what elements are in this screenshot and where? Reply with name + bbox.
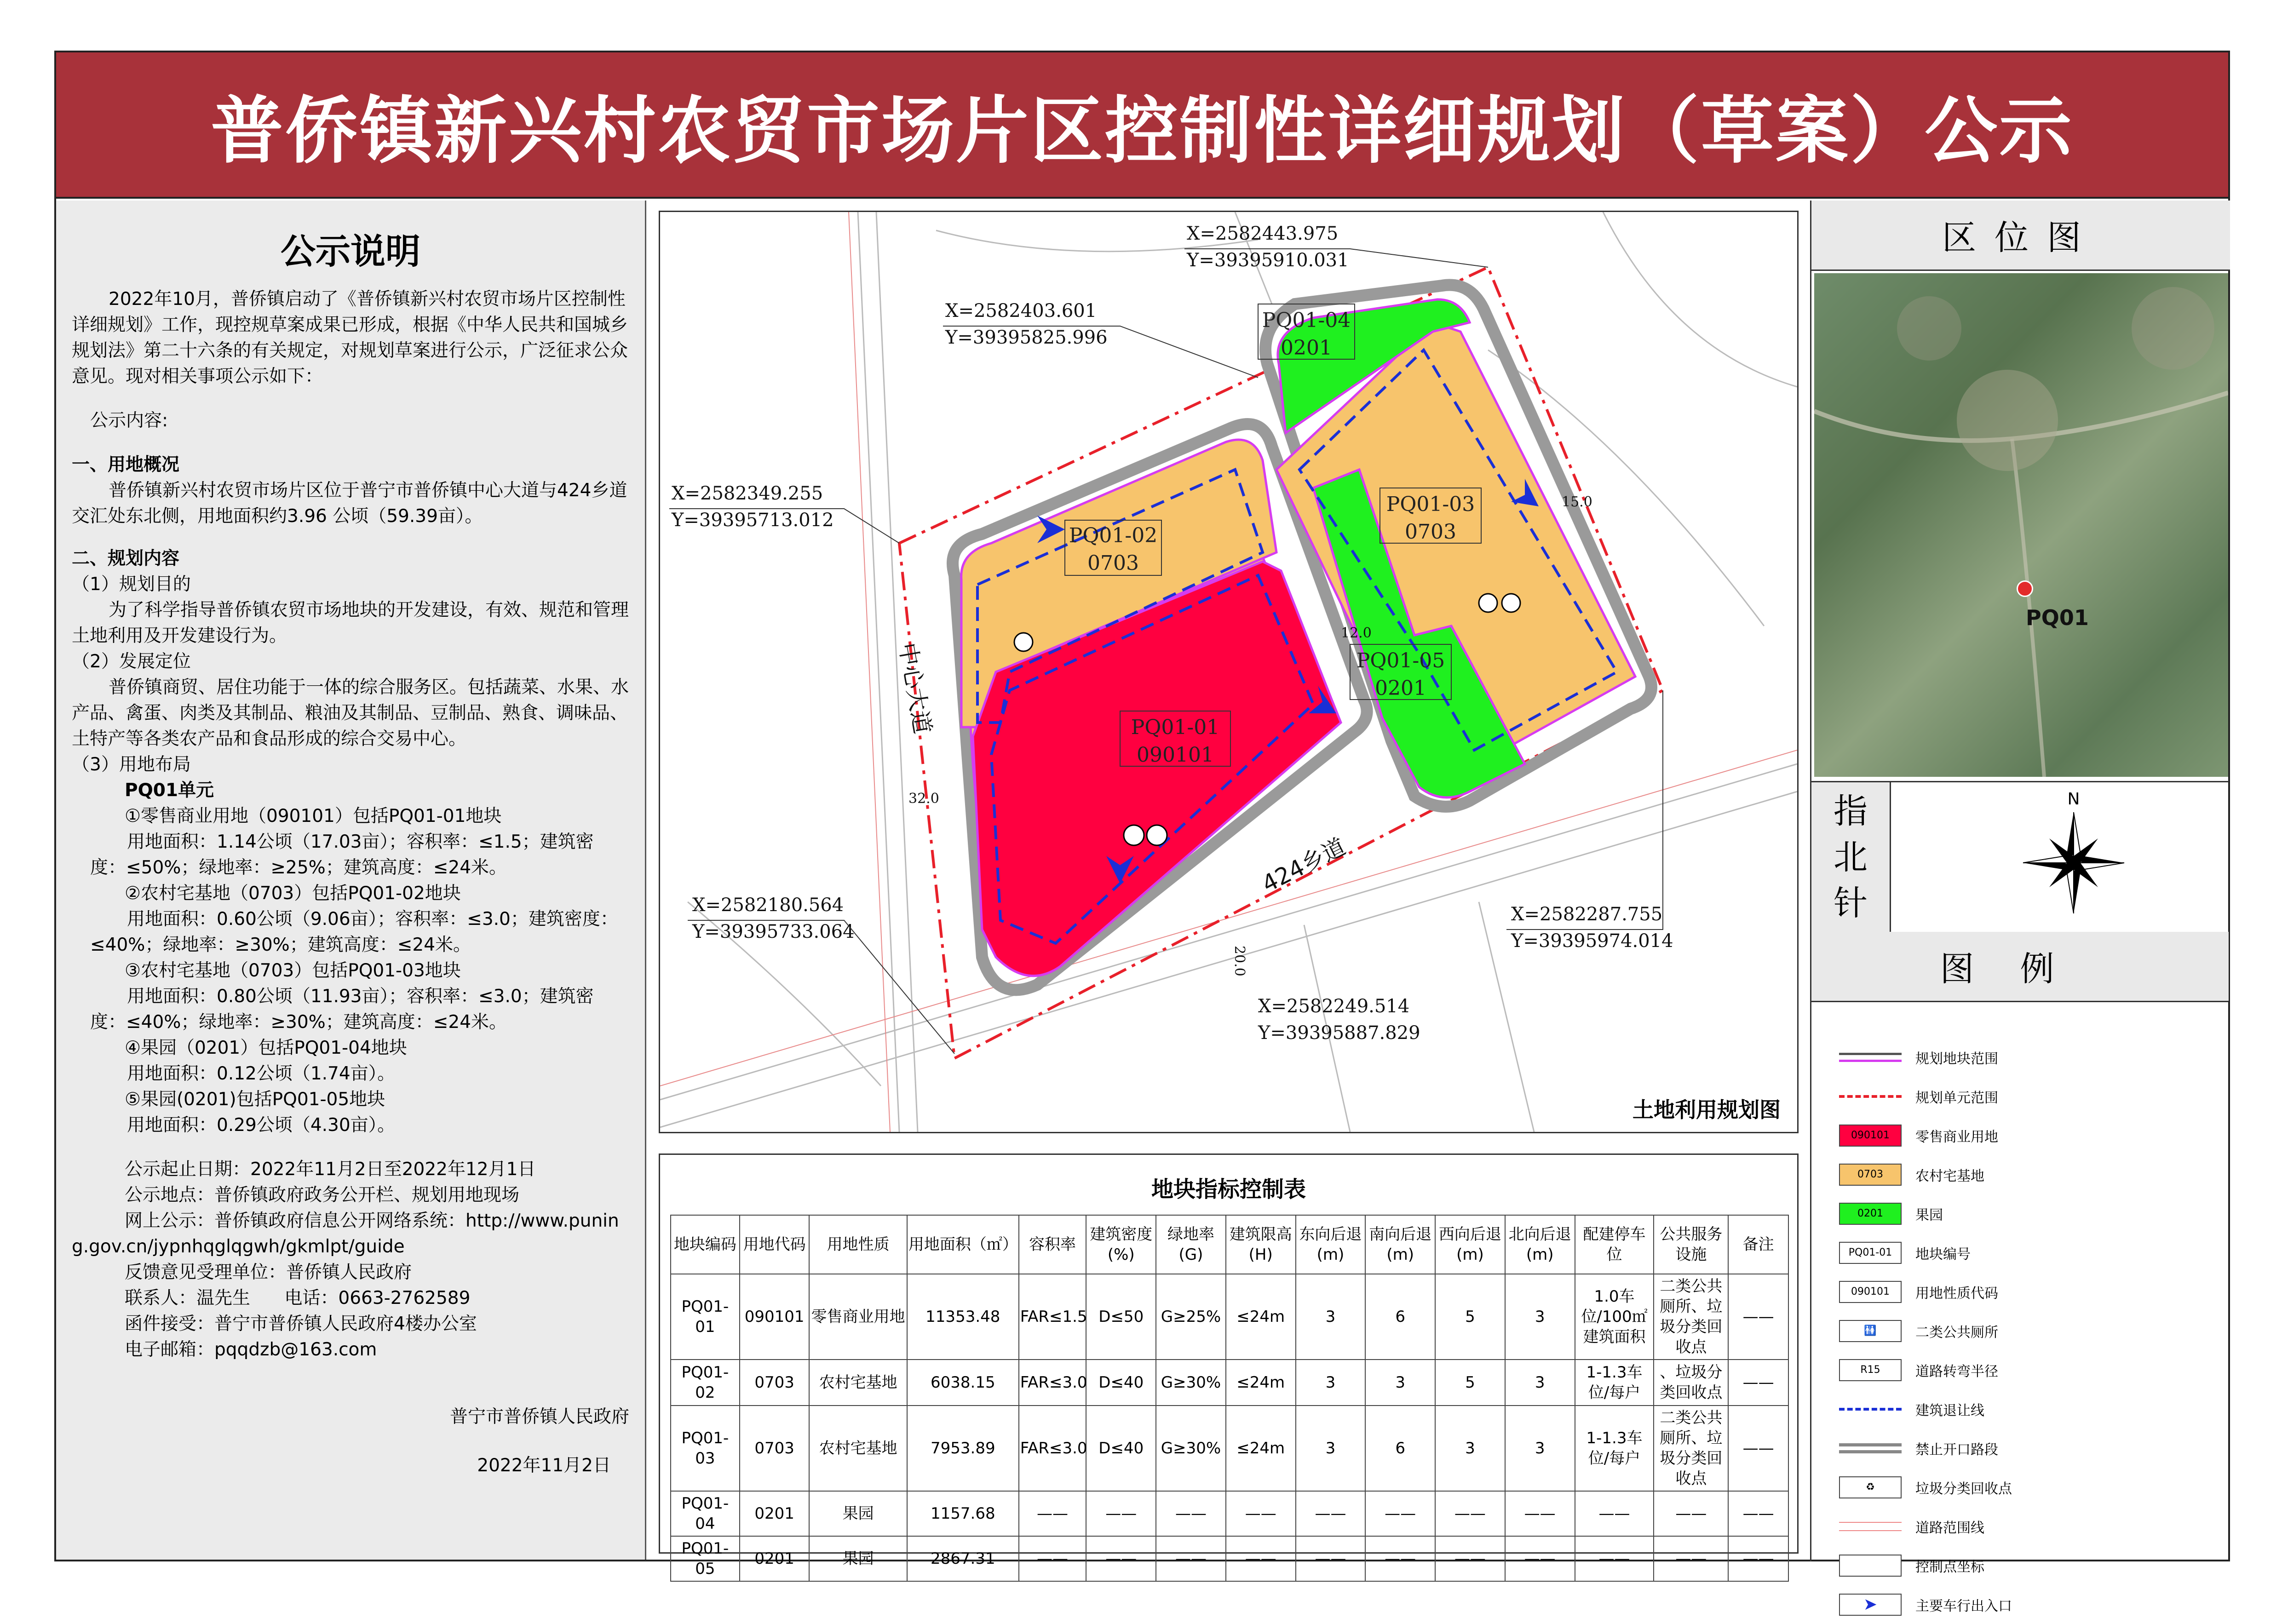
road-name-424: 424乡道 — [1258, 833, 1350, 898]
legend-item — [1839, 1233, 2225, 1272]
table-header-cell: 公共服务设施 — [1654, 1215, 1728, 1274]
location-marker-label: PQ01 — [2026, 605, 2089, 630]
table-cell: 3 — [1505, 1406, 1575, 1491]
north-arrow-box — [1811, 781, 2229, 933]
parcel-code-pq01-03: 0703 — [1405, 520, 1456, 544]
table-cell: —— — [1575, 1491, 1654, 1536]
notice-online: 网上公示：普侨镇政府信息公开网络系统：http://www.puning.gov.cn/jypnhqglqgwh/gkmlpt/guide — [72, 1211, 619, 1257]
table-header-cell: 用地代码 — [740, 1215, 810, 1274]
table-cell: 6 — [1365, 1274, 1435, 1360]
coord-2-x: X=2582403.601 — [945, 300, 1097, 321]
coord-5-x: X=2582287.755 — [1511, 904, 1663, 925]
page-title: 普侨镇新兴村农贸市场片区控制性详细规划（草案）公示 — [211, 88, 2074, 173]
legend-swatch: 090101 — [1839, 1125, 1902, 1147]
legend-item — [1839, 1507, 2225, 1546]
purpose-text: 为了科学指导普侨镇农贸市场地块的开发建设，有效、规范和管理土地利用及开发建设行为。 — [72, 600, 629, 646]
table-cell: FAR≤3.0 — [1019, 1360, 1086, 1406]
legend-item — [1839, 1429, 2225, 1468]
table-cell: PQ01-01 — [671, 1274, 740, 1360]
table-cell: 0201 — [740, 1491, 810, 1536]
legend-label: 用地性质代码 — [1915, 1285, 1998, 1302]
table-header-cell: 南向后退(m) — [1365, 1215, 1435, 1274]
table-cell: 7953.89 — [907, 1406, 1019, 1491]
table-cell: 0703 — [740, 1406, 810, 1491]
legend-swatch — [1839, 1408, 1902, 1411]
table-cell: D≤40 — [1086, 1406, 1156, 1491]
table-cell: G≥30% — [1156, 1360, 1226, 1406]
table-cell: —— — [1505, 1491, 1575, 1536]
table-cell: 3 — [1435, 1406, 1505, 1491]
table-row — [671, 1360, 1788, 1406]
land-use-list — [72, 803, 629, 1138]
unit-title: PQ01单元 — [125, 780, 214, 801]
table-cell: G≥30% — [1156, 1406, 1226, 1491]
table-cell: —— — [1728, 1491, 1788, 1536]
dim-15: 15.0 — [1562, 494, 1592, 510]
road-name-center: 中心大道 — [894, 641, 937, 736]
coord-4-y: Y=39395733.064 — [692, 921, 855, 942]
toilet-icon — [1479, 594, 1497, 612]
notice-period: 公示起止日期：2022年11月2日至2022年12月1日 — [125, 1159, 536, 1180]
table-header-cell: 建筑密度(%) — [1086, 1215, 1156, 1274]
table-cell: FAR≤1.5 — [1019, 1274, 1086, 1360]
recycle-bin-icon — [1502, 594, 1520, 612]
north-char-2: 北 — [1834, 837, 1868, 877]
parcel-code-pq01-02: 0703 — [1087, 551, 1139, 575]
section-2-title: 二、规划内容 — [72, 548, 180, 569]
north-char-3: 针 — [1834, 883, 1868, 923]
control-table — [670, 1215, 1789, 1582]
legend-swatch: PQ01-01 — [1839, 1242, 1902, 1264]
legend-swatch: R15 — [1839, 1359, 1902, 1381]
coord-3-x: X=2582349.255 — [672, 483, 823, 504]
dim-20: 20.0 — [1231, 946, 1247, 976]
table-cell: 3 — [1296, 1360, 1366, 1406]
legend-label: 垃圾分类回收点 — [1915, 1481, 2012, 1497]
dim-12: 12.0 — [1341, 625, 1372, 641]
table-cell: —— — [1296, 1536, 1366, 1581]
legend-swatch — [1839, 1555, 1902, 1577]
legend-item — [1839, 1155, 2225, 1194]
table-header-cell: 地块编码 — [671, 1215, 740, 1274]
notice-heading: 公示说明 — [281, 231, 420, 272]
coord-1-y: Y=39395910.031 — [1187, 250, 1349, 271]
land-use-item-body: 用地面积：0.29公顷（4.30亩）。 — [127, 1115, 396, 1136]
table-cell: 5 — [1435, 1274, 1505, 1360]
location-heading: 区位图 — [1811, 201, 2230, 271]
table-cell: 6038.15 — [907, 1360, 1019, 1406]
recycle-bin-icon — [1014, 633, 1033, 651]
parcel-code-pq01-01: 090101 — [1137, 743, 1214, 767]
table-cell: —— — [1365, 1491, 1435, 1536]
legend-item — [1839, 1389, 2225, 1429]
notice-intro: 2022年10月，普侨镇启动了《普侨镇新兴村农贸市场片区控制性详细规划》工作，现控规草案成果已形成，根据《中华人民共和国城乡规划法》第二十六条的有关规定，对规划草案进行公示，广泛征求公众意见。现对相关事项公示如下： — [72, 289, 628, 387]
table-cell: —— — [1019, 1536, 1086, 1581]
legend-label: 道路转弯半径 — [1915, 1363, 1998, 1380]
parcel-id-pq01-01: PQ01-01 — [1131, 716, 1220, 739]
legend-item — [1839, 1468, 2225, 1507]
table-cell: ≤24m — [1226, 1274, 1296, 1360]
section-1-title: 一、用地概况 — [72, 454, 180, 475]
table-cell: 0703 — [740, 1360, 810, 1406]
positioning-text: 普侨镇商贸、居住功能于一体的综合服务区。包括蔬菜、水果、水产品、禽蛋、肉类及其制品、粮油及其制品、豆制品、熟食、调味品、土特产等各类农产品和食品形成的综合交易中心。 — [72, 677, 629, 749]
table-row — [671, 1274, 1788, 1360]
table-cell: —— — [1019, 1491, 1086, 1536]
content-label: 公示内容: — [90, 410, 168, 431]
legend-label: 农村宅基地 — [1915, 1168, 1984, 1184]
positioning-title: （2）发展定位 — [72, 651, 191, 672]
map-drawing — [660, 212, 1797, 1132]
table-cell: 3 — [1505, 1360, 1575, 1406]
land-use-map — [659, 211, 1799, 1133]
table-cell: —— — [1654, 1491, 1728, 1536]
legend-label: 规划地块范围 — [1915, 1050, 1998, 1067]
toilet-icon — [1124, 825, 1144, 845]
table-header-cell: 用地面积（㎡） — [907, 1215, 1019, 1274]
table-header-cell: 北向后退(m) — [1505, 1215, 1575, 1274]
legend-item — [1839, 1350, 2225, 1389]
parcel-id-pq01-02: PQ01-02 — [1069, 524, 1158, 547]
table-header-row — [671, 1215, 1788, 1274]
legend-item — [1839, 1116, 2225, 1155]
table-cell: 3 — [1365, 1360, 1435, 1406]
north-char-1: 指 — [1834, 791, 1868, 831]
compass-rose-icon — [2005, 787, 2143, 925]
table-cell: —— — [1226, 1491, 1296, 1536]
legend-swatch — [1839, 1443, 1902, 1453]
table-header-cell: 备注 — [1728, 1215, 1788, 1274]
table-cell: 11353.48 — [907, 1274, 1019, 1360]
coord-6-x: X=2582249.514 — [1258, 996, 1410, 1017]
right-column — [1810, 201, 2230, 1614]
table-cell: 农村宅基地 — [809, 1406, 907, 1491]
table-cell: —— — [1086, 1491, 1156, 1536]
coord-6-y: Y=39395887.829 — [1258, 1022, 1420, 1044]
parcel-code-pq01-05: 0201 — [1375, 677, 1426, 700]
legend-item — [1839, 1194, 2225, 1233]
section-1-text: 普侨镇新兴村农贸市场片区位于普宁市普侨镇中心大道与424乡道交汇处东北侧，用地面积约3.96 公顷（59.39亩）。 — [72, 480, 627, 527]
legend-label: 道路范围线 — [1915, 1520, 1984, 1536]
legend-item — [1839, 1272, 2225, 1311]
table-cell: G≥25% — [1156, 1274, 1226, 1360]
table-cell: 1-1.3车位/每户 — [1575, 1406, 1654, 1491]
table-cell: 1-1.3车位/每户 — [1575, 1360, 1654, 1406]
control-table-panel — [659, 1153, 1799, 1578]
legend-swatch: 090101 — [1839, 1281, 1902, 1303]
table-cell: 3 — [1296, 1406, 1366, 1491]
table-cell: 1.0车位/100㎡建筑面积 — [1575, 1274, 1654, 1360]
legend-label: 建筑退让线 — [1915, 1402, 1984, 1419]
table-cell: PQ01-02 — [671, 1360, 740, 1406]
coord-2-y: Y=39395825.996 — [945, 327, 1108, 348]
table-cell: —— — [1156, 1536, 1226, 1581]
table-cell: —— — [1728, 1536, 1788, 1581]
coord-4-x: X=2582180.564 — [692, 895, 844, 916]
land-use-item-body: 用地面积：0.12公顷（1.74亩）。 — [127, 1063, 396, 1084]
table-cell: D≤40 — [1086, 1360, 1156, 1406]
legend-label: 规划单元范围 — [1915, 1090, 1998, 1106]
table-cell: 二类公共厕所、垃圾分类回收点 — [1654, 1274, 1728, 1360]
table-cell: 5 — [1435, 1360, 1505, 1406]
legend-label: 二类公共厕所 — [1915, 1324, 1998, 1341]
legend-heading: 图例 — [1811, 932, 2229, 1002]
legend-swatch — [1839, 1095, 1902, 1098]
notice-place: 公示地点：普侨镇政府政务公开栏、规划用地现场 — [125, 1185, 520, 1205]
table-cell: —— — [1365, 1536, 1435, 1581]
land-use-item-head: ①零售商业用地（090101）包括PQ01-01地块 — [125, 806, 502, 826]
legend-label: 零售商业用地 — [1915, 1129, 1998, 1145]
land-use-item-body: 用地面积：1.14公顷（17.03亩）；容积率：≤1.5；建筑密度：≤50%；绿地率：≥25%；建筑高度：≤24米。 — [90, 832, 594, 878]
table-cell: 零售商业用地 — [809, 1274, 907, 1360]
land-use-item-head: ②农村宅基地（0703）包括PQ01-02地块 — [125, 883, 461, 904]
coord-5-y: Y=39395974.014 — [1511, 930, 1673, 952]
land-use-item-head: ⑤果园(0201)包括PQ01-05地块 — [125, 1089, 385, 1110]
table-cell: 3 — [1296, 1274, 1366, 1360]
legend-swatch — [1839, 1522, 1902, 1531]
legend-item — [1839, 1311, 2225, 1350]
table-cell: 二类公共厕所、垃圾分类回收点 — [1654, 1406, 1728, 1491]
table-cell: —— — [1575, 1536, 1654, 1581]
table-cell: D≤50 — [1086, 1274, 1156, 1360]
recycle-bin-icon — [1147, 825, 1167, 845]
north-arrow-label — [1811, 782, 1891, 932]
table-cell: —— — [1728, 1274, 1788, 1360]
table-cell: 090101 — [740, 1274, 810, 1360]
map-caption: 土地利用规划图 — [1632, 1097, 1781, 1122]
satellite-terrain — [1814, 273, 2228, 777]
notice-issuer: 普宁市普侨镇人民政府 — [449, 1406, 629, 1427]
table-cell: PQ01-05 — [671, 1536, 740, 1581]
table-cell: 0201 — [740, 1536, 810, 1581]
table-cell: PQ01-03 — [671, 1406, 740, 1491]
legend-swatch: 0703 — [1839, 1164, 1902, 1186]
legend-swatch: ♻ — [1839, 1476, 1902, 1498]
table-header-cell: 绿地率(G) — [1156, 1215, 1226, 1274]
table-header-cell: 配建停车位 — [1575, 1215, 1654, 1274]
legend-swatch — [1839, 1053, 1902, 1062]
table-cell: —— — [1654, 1536, 1728, 1581]
table-cell: —— — [1505, 1536, 1575, 1581]
table-cell: —— — [1728, 1406, 1788, 1491]
legend-item — [1839, 1546, 2225, 1585]
notice-contact: 联系人：温先生 电话：0663-2762589 — [125, 1288, 471, 1308]
coord-1-x: X=2582443.975 — [1187, 223, 1339, 244]
land-use-item-body: 用地面积：0.60公顷（9.06亩）；容积率：≤3.0；建筑密度：≤40%；绿地率：≥30%；建筑高度：≤24米。 — [90, 909, 618, 955]
table-cell: —— — [1086, 1536, 1156, 1581]
location-satellite-image — [1814, 273, 2228, 777]
table-header-cell: 用地性质 — [809, 1215, 907, 1274]
table-cell: FAR≤3.0 — [1019, 1406, 1086, 1491]
table-cell: 2867.31 — [907, 1536, 1019, 1581]
land-use-item-body: 用地面积：0.80公顷（11.93亩）；容积率：≤3.0；建筑密度：≤40%；绿地率：≥30%；建筑高度：≤24米。 — [90, 986, 594, 1033]
table-cell: ≤24m — [1226, 1360, 1296, 1406]
table-cell: 果园 — [809, 1491, 907, 1536]
table-header-cell: 西向后退(m) — [1435, 1215, 1505, 1274]
table-row — [671, 1536, 1788, 1581]
legend-item — [1839, 1077, 2225, 1116]
table-cell: —— — [1296, 1491, 1366, 1536]
location-marker-icon — [2017, 580, 2033, 597]
legend-item — [1839, 1038, 2225, 1077]
table-cell: —— — [1435, 1536, 1505, 1581]
legend-swatch: ➤ — [1839, 1594, 1902, 1616]
legend-label: 控制点坐标 — [1915, 1559, 1984, 1575]
notice-panel — [56, 201, 646, 1560]
land-use-item-head: ③农村宅基地（0703）包括PQ01-03地块 — [125, 960, 461, 981]
table-cell: ≤24m — [1226, 1406, 1296, 1491]
table-header-cell: 东向后退(m) — [1296, 1215, 1366, 1274]
notice-date: 2022年11月2日 — [477, 1455, 611, 1476]
table-cell: —— — [1435, 1491, 1505, 1536]
notice-email: 电子邮箱：pqqdzb@163.com — [125, 1339, 377, 1360]
legend-label: 果园 — [1915, 1207, 1943, 1223]
table-cell: —— — [1226, 1536, 1296, 1581]
legend-item — [1839, 1585, 2225, 1624]
table-cell: 3 — [1505, 1274, 1575, 1360]
purpose-title: （1）规划目的 — [72, 574, 191, 595]
table-cell: 果园 — [809, 1536, 907, 1581]
table-cell: 农村宅基地 — [809, 1360, 907, 1406]
legend-swatch: 🚻 — [1839, 1320, 1902, 1342]
coord-3-y: Y=39395713.012 — [672, 510, 834, 531]
table-cell: 1157.68 — [907, 1491, 1019, 1536]
legend-label: 禁止开口路段 — [1915, 1441, 1998, 1458]
parcel-id-pq01-04: PQ01-04 — [1262, 309, 1351, 332]
table-cell: 6 — [1365, 1406, 1435, 1491]
layout-title: （3）用地布局 — [72, 754, 191, 775]
table-cell: —— — [1156, 1491, 1226, 1536]
notice-feedback: 反馈意见受理单位：普侨镇人民政府 — [125, 1262, 412, 1283]
table-cell: 、垃圾分类回收点 — [1654, 1360, 1728, 1406]
table-header-cell: 容积率 — [1019, 1215, 1086, 1274]
table-cell: PQ01-04 — [671, 1491, 740, 1536]
legend-swatch: 0201 — [1839, 1203, 1902, 1225]
table-row — [671, 1406, 1788, 1491]
table-row — [671, 1491, 1788, 1536]
north-letter: N — [2067, 790, 2080, 809]
notice-letter: 函件接受：普宁市普侨镇人民政府4楼办公室 — [125, 1314, 477, 1334]
legend-list — [1839, 1038, 2225, 1624]
table-cell: —— — [1728, 1360, 1788, 1406]
table-header-cell: 建筑限高(H) — [1226, 1215, 1296, 1274]
parcel-id-pq01-03: PQ01-03 — [1386, 493, 1475, 516]
parcel-code-pq01-04: 0201 — [1281, 336, 1332, 360]
legend-label: 主要车行出入口 — [1915, 1598, 2012, 1614]
table-title: 地块指标控制表 — [1151, 1176, 1306, 1202]
parcel-id-pq01-05: PQ01-05 — [1356, 649, 1445, 672]
dim-32: 32.0 — [908, 791, 939, 807]
legend-label: 地块编号 — [1915, 1246, 1971, 1262]
land-use-item-head: ④果园（0201）包括PQ01-04地块 — [125, 1038, 407, 1058]
